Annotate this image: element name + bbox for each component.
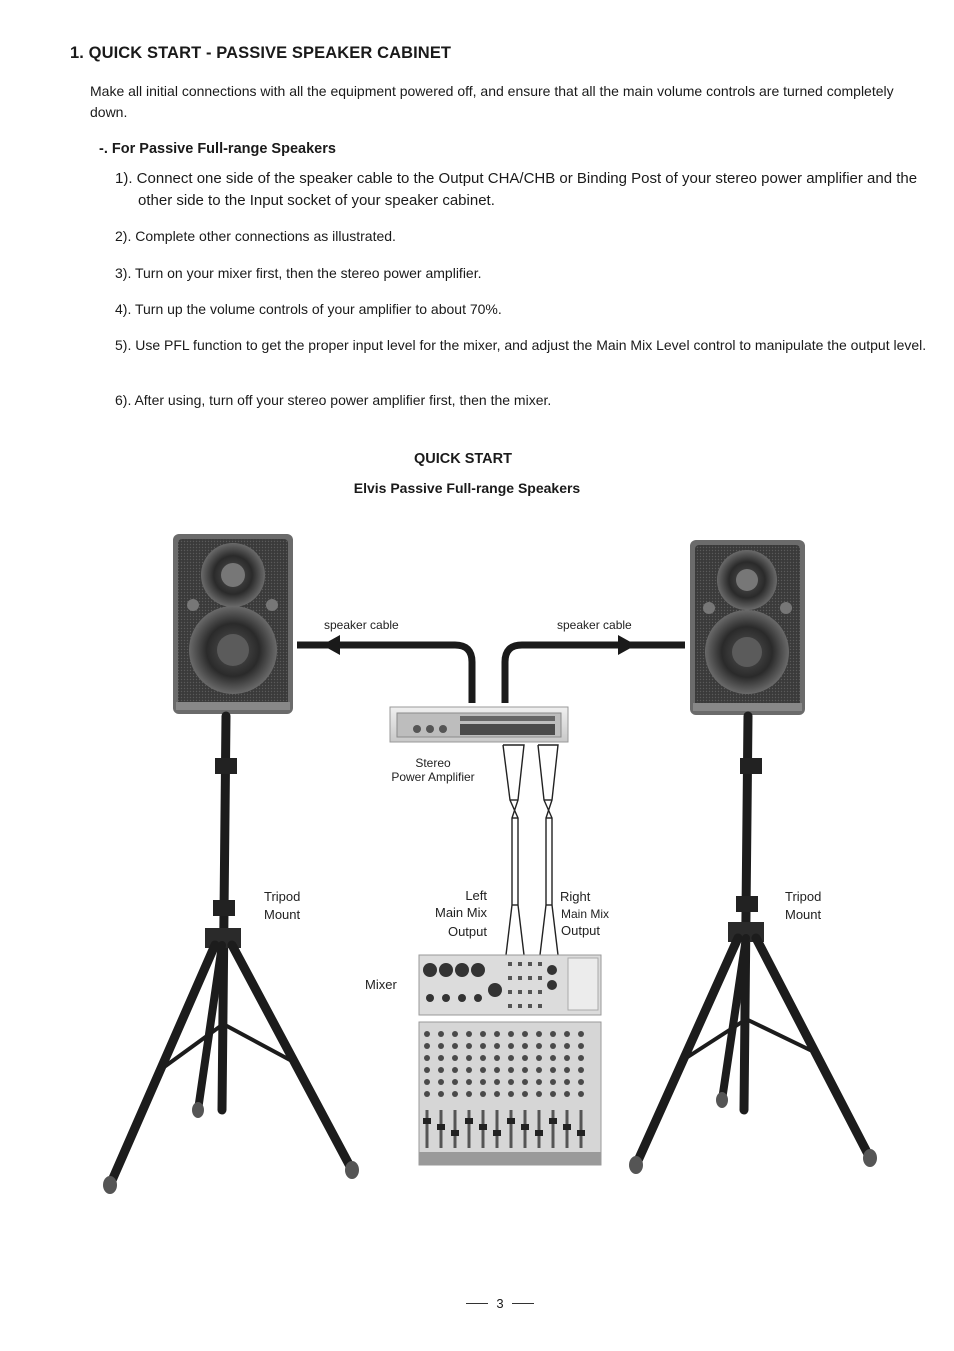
left-output-label-2: Main Mix bbox=[434, 905, 487, 920]
left-tripod bbox=[103, 716, 359, 1194]
amp-label-line1: Stereo bbox=[415, 756, 451, 770]
intro-paragraph: Make all initial connections with all the equipment powered off, and ensure that all the main volume controls are turned completely down. bbox=[90, 83, 894, 120]
arrow-left-icon bbox=[322, 635, 340, 655]
step-3: 3). Turn on your mixer first, then the stereo power amplifier. bbox=[115, 265, 482, 281]
figure-subtitle: Elvis Passive Full-range Speakers bbox=[353, 480, 581, 496]
page-number: 3 bbox=[496, 1296, 504, 1311]
right-output-label-1: Right bbox=[560, 889, 591, 904]
speaker-cables bbox=[297, 645, 685, 703]
main-mix-cables bbox=[503, 745, 558, 955]
step-2: 2). Complete other connections as illustrated. bbox=[115, 228, 396, 244]
right-speaker bbox=[690, 540, 805, 715]
step-1: 1). Connect one side of the speaker cable to the Output CHA/CHB or Binding Post of your stereo power amplifier and the other side to the Input socket of your speaker cabinet. bbox=[115, 170, 918, 209]
power-amplifier bbox=[390, 707, 568, 742]
section-heading: 1. QUICK START - PASSIVE SPEAKER CABINET bbox=[70, 44, 452, 62]
right-output-label-2: Main Mix bbox=[561, 907, 610, 921]
right-output-label-3: Output bbox=[561, 923, 601, 938]
arrow-right-icon bbox=[618, 635, 636, 655]
amp-label-line2: Power Amplifier bbox=[391, 770, 475, 784]
left-output-label-1: Left bbox=[465, 888, 487, 903]
tripod-left-label-2: Mount bbox=[264, 907, 301, 922]
mixer bbox=[419, 955, 601, 1165]
step-5: 5). Use PFL function to get the proper input level for the mixer, and adjust the Main Mix Level control to manipulate the output level. bbox=[115, 337, 927, 353]
step-6: 6). After using, turn off your stereo power amplifier first, then the mixer. bbox=[115, 392, 552, 408]
left-output-label-3: Output bbox=[447, 924, 487, 939]
tripod-left-label-1: Tripod bbox=[264, 889, 301, 904]
speaker-cable-label-right: speaker cable bbox=[557, 618, 632, 632]
subheading: -. For Passive Full-range Speakers bbox=[99, 141, 336, 157]
tripod-right-label-2: Mount bbox=[785, 907, 822, 922]
mixer-label: Mixer bbox=[365, 977, 397, 992]
right-tripod bbox=[629, 716, 877, 1174]
left-speaker bbox=[173, 534, 293, 714]
page-number-rule-right bbox=[512, 1303, 534, 1304]
figure-title: QUICK START bbox=[413, 451, 512, 467]
tripod-right-label-1: Tripod bbox=[785, 889, 822, 904]
speaker-cable-label-left: speaker cable bbox=[324, 618, 399, 632]
step-4: 4). Turn up the volume controls of your amplifier to about 70%. bbox=[115, 301, 502, 317]
